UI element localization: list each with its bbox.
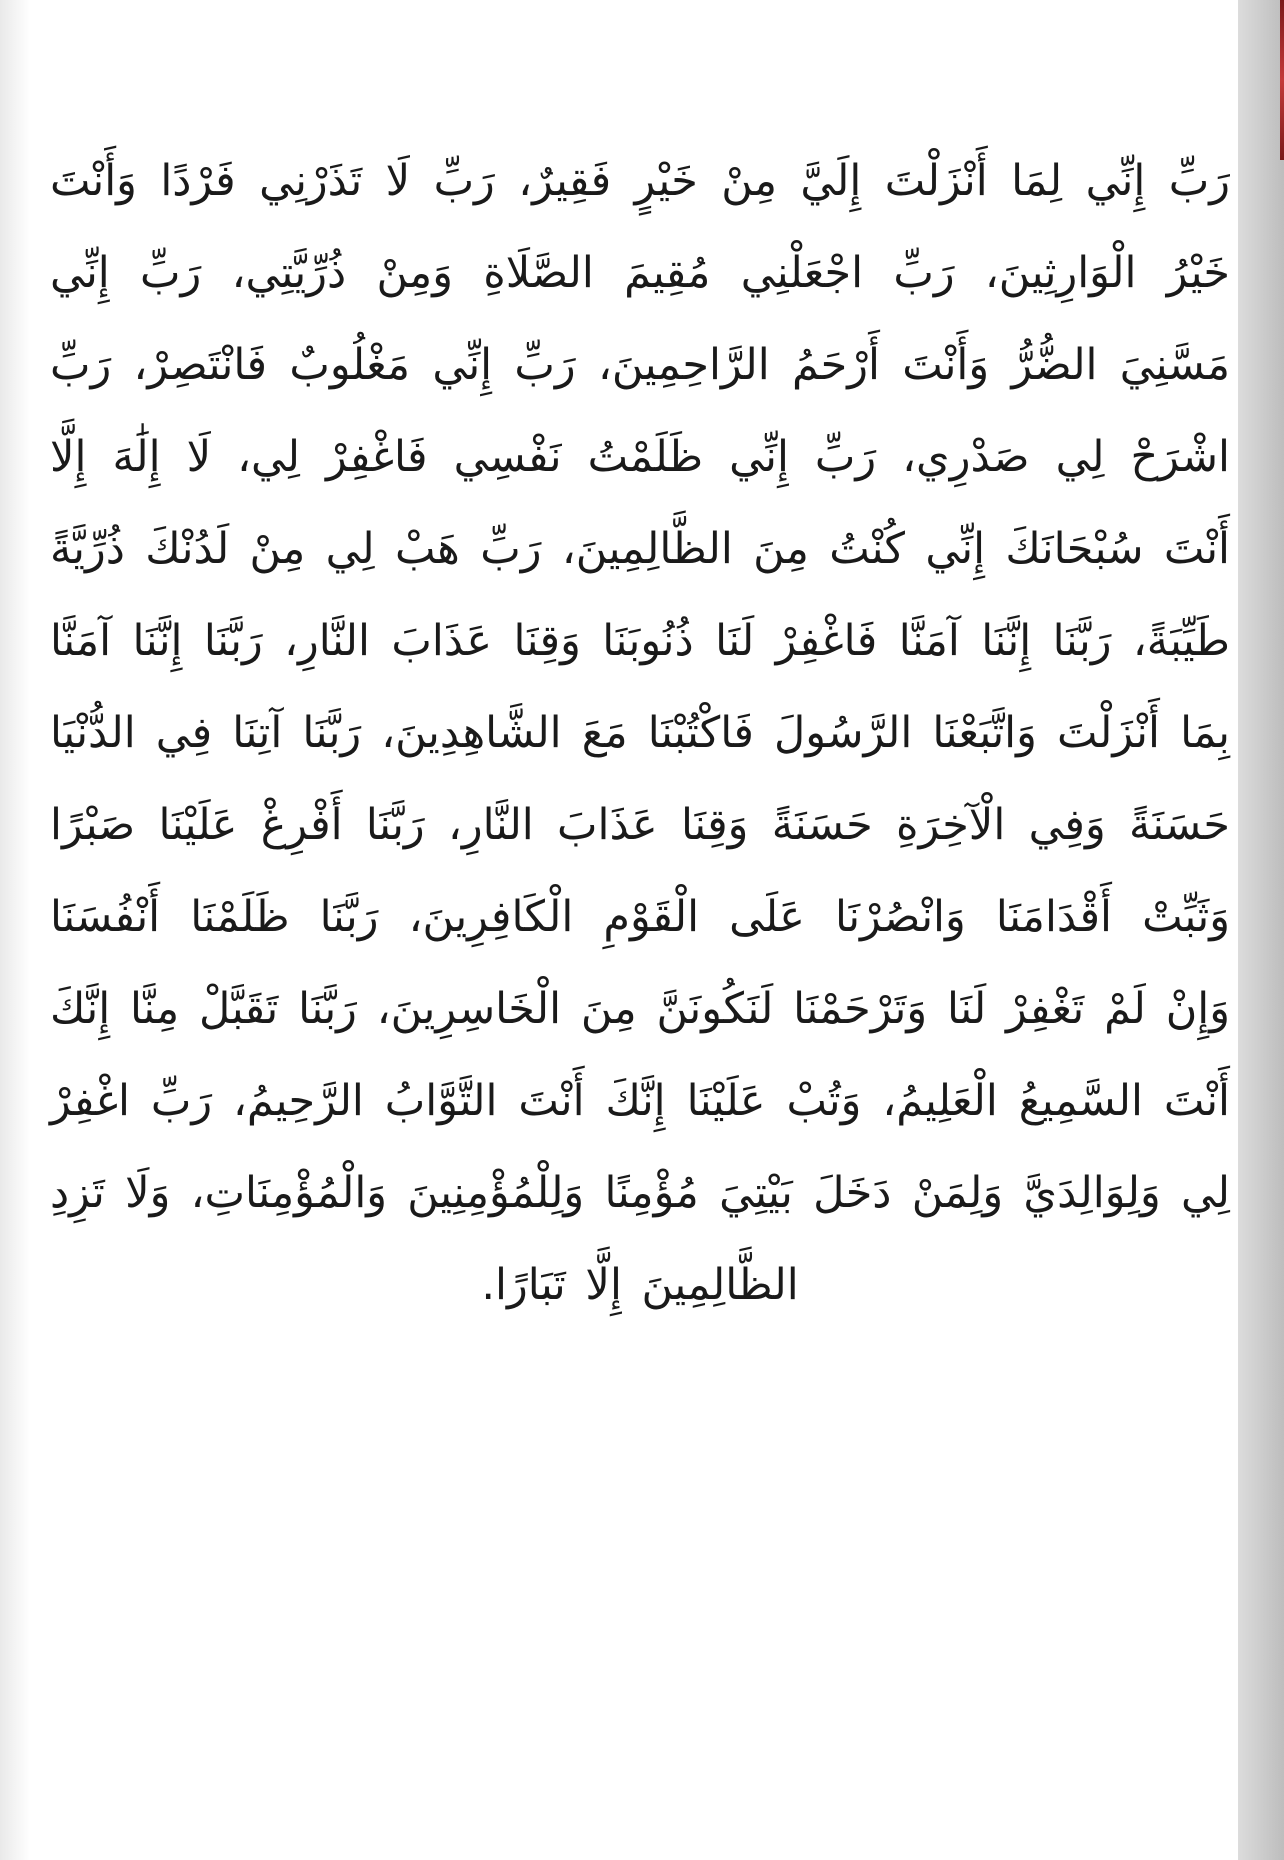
dua-paragraph: رَبِّ إِنِّي لِمَا أَنْزَلْتَ إِلَيَّ مِنْ خَيْرٍ فَقِيرٌ، رَبِّ لَا تَذَرْنِي فَرْدًا وَأَنْتَ خَيْرُ الْوَارِثِينَ، رَبِّ اجْعَلْنِي مُقِيمَ الصَّلَاةِ وَمِنْ ذُرِّيَّتِي، رَبِّ إِنِّي مَسَّنِيَ الضُّرُّ وَأَنْتَ أَرْحَمُ الرَّاحِمِينَ، رَبِّ إِنِّي مَغْلُوبٌ فَانْتَصِرْ، رَبِّ اشْرَحْ لِي صَدْرِي، رَبِّ إِنِّي ظَلَمْتُ نَفْسِي فَاغْفِرْ لِي، لَا إِلَٰهَ إِلَّا أَنْتَ سُبْحَانَكَ إِنِّي كُنْتُ مِنَ الظَّالِمِينَ، رَبِّ هَبْ لِي مِنْ لَدُنْكَ ذُرِّيَّةً طَيِّبَةً، رَبَّنَا إِنَّنَا آمَنَّا فَاغْفِرْ لَنَا ذُنُوبَنَا وَقِنَا عَذَابَ النَّارِ، رَبَّنَا إِنَّنَا آمَنَّا بِمَا أَنْزَلْتَ وَاتَّبَعْنَا الرَّسُولَ فَاكْتُبْنَا مَعَ الشَّاهِدِينَ، رَبَّنَا آتِنَا فِي الدُّنْيَا حَسَنَةً وَفِي الْآخِرَةِ حَسَنَةً وَقِنَا عَذَابَ النَّارِ، رَبَّنَا أَفْرِغْ عَلَيْنَا صَبْرًا وَثَبِّتْ أَقْدَامَنَا وَانْصُرْنَا عَلَى الْقَوْمِ الْكَافِرِينَ، رَبَّنَا ظَلَمْنَا أَنْفُسَنَا وَإِنْ لَمْ تَغْفِرْ لَنَا وَتَرْحَمْنَا لَنَكُونَنَّ مِنَ الْخَاسِرِينَ، رَبَّنَا تَقَبَّلْ مِنَّا إِنَّكَ أَنْتَ السَّمِيعُ الْعَلِيمُ، وَتُبْ عَلَيْنَا إِنَّكَ أَنْتَ التَّوَّابُ الرَّحِيمُ، رَبِّ اغْفِرْ لِي وَلِوَالِدَيَّ وَلِمَنْ دَخَلَ بَيْتِيَ مُؤْمِنًا وَلِلْمُؤْمِنِينَ وَالْمُؤْمِنَاتِ، وَلَا تَزِدِ الظَّالِمِينَ إِلَّا تَبَارًا. — [50, 156, 1230, 1310]
left-margin-shadow — [0, 0, 30, 1860]
edge-accent — [1280, 0, 1284, 160]
right-edge-bar — [1238, 0, 1284, 1860]
